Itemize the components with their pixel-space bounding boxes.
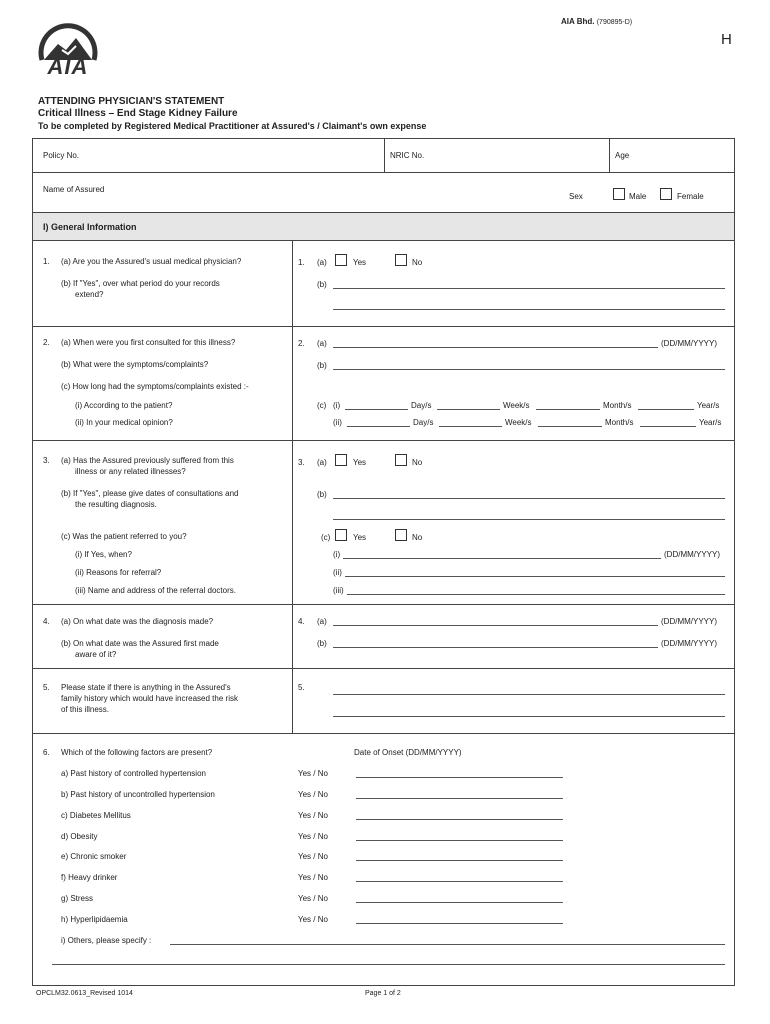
- questions-table: [32, 241, 735, 986]
- sex-label: Sex: [569, 192, 583, 201]
- q3c-iii-ans-label: (iii): [333, 586, 344, 595]
- section-title: I) General Information: [43, 222, 137, 232]
- q4b-date-format: (DD/MM/YYYY): [661, 639, 717, 648]
- q6-others-line-2[interactable]: [52, 964, 725, 965]
- q3c-text: (c) Was the patient referred to you?: [61, 532, 187, 541]
- aia-logo: [36, 20, 100, 79]
- footer-form-code: OPCLM32.0613_Revised 1014: [36, 990, 133, 997]
- q3a-no-label: No: [412, 458, 423, 467]
- q2c-i-text: (i) According to the patient?: [75, 401, 173, 410]
- factor-yes-no[interactable]: Yes / No: [298, 832, 328, 841]
- q4b-date-line[interactable]: [333, 647, 658, 648]
- q3c-yes-checkbox[interactable]: [335, 529, 347, 541]
- q3c-no-checkbox[interactable]: [395, 529, 407, 541]
- q3a-ans-label: (a): [317, 458, 327, 467]
- q3a-text-2: illness or any related illnesses?: [75, 467, 186, 476]
- q5-text-3: of this illness.: [61, 705, 110, 714]
- q3b-answer-line-2[interactable]: [333, 519, 725, 520]
- factor-date-line[interactable]: [356, 819, 563, 820]
- q3c-iii-text: (iii) Name and address of the referral doctors.: [75, 586, 236, 595]
- q3c-yes-label: Yes: [353, 533, 367, 542]
- q3c-iii-answer-line[interactable]: [347, 594, 725, 595]
- q1b-answer-line[interactable]: [333, 288, 725, 289]
- q1-number: 1.: [43, 257, 50, 266]
- factor-yes-no[interactable]: Yes / No: [298, 894, 328, 903]
- male-label: Male: [629, 192, 647, 201]
- q2a-text: (a) When were you first consulted for this illness?: [61, 338, 236, 347]
- q1b-answer-line-2[interactable]: [333, 309, 725, 310]
- q3c-i-date-line[interactable]: [343, 558, 661, 559]
- q3c-ii-ans-label: (ii): [333, 568, 342, 577]
- factor-yes-no[interactable]: Yes / No: [298, 769, 328, 778]
- factor-yes-no[interactable]: Yes / No: [298, 873, 328, 882]
- q3c-ans-label: (c): [321, 533, 331, 542]
- q3b-answer-line[interactable]: [333, 498, 725, 499]
- q6-number: 6.: [43, 748, 50, 757]
- q6-question: Which of the following factors are present?: [61, 748, 213, 757]
- q4a-date-line[interactable]: [333, 625, 658, 626]
- q4b-text-2: aware of it?: [75, 650, 117, 659]
- q3a-yes-label: Yes: [353, 458, 367, 467]
- q3c-ii-text: (ii) Reasons for referral?: [75, 568, 162, 577]
- q4-number: 4.: [43, 617, 50, 626]
- q2c-i-ans-label: (i): [333, 401, 341, 410]
- q1b-text-1: (b) If "Yes", over what period do your records: [61, 279, 220, 288]
- q3c-i-ans-label: (i): [333, 550, 341, 559]
- page-subtitle: Critical Illness – End Stage Kidney Failure: [38, 108, 238, 119]
- factor-yes-no[interactable]: Yes / No: [298, 852, 328, 861]
- q3c-ii-answer-line[interactable]: [345, 576, 725, 577]
- page-number: Page 1 of 2: [365, 990, 401, 997]
- q5-ans-number: 5.: [298, 683, 305, 692]
- q4a-ans-label: (a): [317, 617, 327, 626]
- factor-date-line[interactable]: [356, 923, 563, 924]
- q1a-ans-label: (a): [317, 258, 327, 267]
- q2c-i-weeks-line[interactable]: [437, 409, 500, 410]
- q2c-ii-weeks: Week/s: [505, 418, 532, 427]
- q2c-i-months-line[interactable]: [536, 409, 600, 410]
- male-checkbox[interactable]: [613, 188, 625, 200]
- factor-date-line[interactable]: [356, 881, 563, 882]
- factor-date-line[interactable]: [356, 902, 563, 903]
- q5-answer-line-2[interactable]: [333, 716, 725, 717]
- q2c-ii-months: Month/s: [605, 418, 634, 427]
- q6-others-label: i) Others, please specify :: [61, 936, 152, 945]
- q2c-ii-weeks-line[interactable]: [439, 426, 502, 427]
- q3-number: 3.: [43, 456, 50, 465]
- company-header: [561, 17, 632, 28]
- company-name: AIA Bhd.: [561, 17, 595, 26]
- factor-label: c) Diabetes Mellitus: [61, 811, 131, 820]
- q2b-answer-line[interactable]: [333, 369, 725, 370]
- company-reg: (790895-D): [596, 19, 633, 26]
- q1a-yes-label: Yes: [353, 258, 367, 267]
- q4b-ans-label: (b): [317, 639, 327, 648]
- female-checkbox[interactable]: [660, 188, 672, 200]
- q2c-i-years: Year/s: [697, 401, 720, 410]
- factor-yes-no[interactable]: Yes / No: [298, 915, 328, 924]
- q3b-text-1: (b) If "Yes", please give dates of consultations and: [61, 489, 239, 498]
- factor-yes-no[interactable]: Yes / No: [298, 790, 328, 799]
- q2c-text: (c) How long had the symptoms/complaints existed :-: [61, 382, 249, 391]
- q3c-i-date-format: (DD/MM/YYYY): [664, 550, 720, 559]
- q1-ans-number: 1.: [298, 258, 305, 267]
- factor-date-line[interactable]: [356, 798, 563, 799]
- q2c-ii-days: Day/s: [413, 418, 434, 427]
- name-of-assured-label: Name of Assured: [43, 185, 105, 194]
- q1a-text: (a) Are you the Assured's usual medical physician?: [61, 257, 242, 266]
- factor-date-line[interactable]: [356, 860, 563, 861]
- q2c-ans-label: (c): [317, 401, 327, 410]
- page-title: ATTENDING PHYSICIAN'S STATEMENT: [38, 96, 225, 107]
- q2-number: 2.: [43, 338, 50, 347]
- q2c-ii-days-line[interactable]: [347, 426, 410, 427]
- logo-text: AIA: [47, 54, 89, 79]
- factor-yes-no[interactable]: Yes / No: [298, 811, 328, 820]
- q2c-i-days: Day/s: [411, 401, 432, 410]
- q2a-date-line[interactable]: [333, 347, 658, 348]
- q4-ans-number: 4.: [298, 617, 305, 626]
- q2c-ii-years-line[interactable]: [640, 426, 696, 427]
- factor-label: b) Past history of uncontrolled hypertension: [61, 790, 215, 799]
- q2c-i-weeks: Week/s: [503, 401, 530, 410]
- factor-label: f) Heavy drinker: [61, 873, 118, 882]
- female-label: Female: [677, 192, 704, 201]
- q2c-ii-ans-label: (ii): [333, 418, 342, 427]
- q5-text-1: Please state if there is anything in the Assured's: [61, 683, 231, 692]
- q3c-i-text: (i) If Yes, when?: [75, 550, 132, 559]
- q2c-ii-months-line[interactable]: [538, 426, 602, 427]
- q1b-text-2: extend?: [75, 290, 104, 299]
- q3b-ans-label: (b): [317, 490, 327, 499]
- q4a-text: (a) On what date was the diagnosis made?: [61, 617, 214, 626]
- q6-date-header: Date of Onset (DD/MM/YYYY): [354, 748, 462, 757]
- q3a-text-1: (a) Has the Assured previously suffered from this: [61, 456, 234, 465]
- q3a-no-checkbox[interactable]: [395, 454, 407, 466]
- q2c-i-days-line[interactable]: [345, 409, 408, 410]
- q2b-text: (b) What were the symptoms/complaints?: [61, 360, 209, 369]
- q2a-date-format: (DD/MM/YYYY): [661, 339, 717, 348]
- q3c-no-label: No: [412, 533, 423, 542]
- nric-no-label: NRIC No.: [390, 151, 425, 160]
- q5-number: 5.: [43, 683, 50, 692]
- q2a-ans-label: (a): [317, 339, 327, 348]
- q4a-date-format: (DD/MM/YYYY): [661, 617, 717, 626]
- q3-ans-number: 3.: [298, 458, 305, 467]
- q1b-ans-label: (b): [317, 280, 327, 289]
- q1a-no-checkbox[interactable]: [395, 254, 407, 266]
- q2c-i-years-line[interactable]: [638, 409, 694, 410]
- q1a-yes-checkbox[interactable]: [335, 254, 347, 266]
- factor-label: e) Chronic smoker: [61, 852, 127, 861]
- q1a-no-label: No: [412, 258, 423, 267]
- factor-date-line[interactable]: [356, 777, 563, 778]
- factor-label: h) Hyperlipidaemia: [61, 915, 128, 924]
- q3a-yes-checkbox[interactable]: [335, 454, 347, 466]
- age-label: Age: [615, 151, 630, 160]
- page-instruction: To be completed by Registered Medical Practitioner at Assured's / Claimant's own expense: [38, 121, 427, 131]
- policy-no-label: Policy No.: [43, 151, 80, 160]
- q2c-i-months: Month/s: [603, 401, 632, 410]
- q2b-ans-label: (b): [317, 361, 327, 370]
- q5-answer-line[interactable]: [333, 694, 725, 695]
- factor-label: g) Stress: [61, 894, 94, 903]
- factor-date-line[interactable]: [356, 840, 563, 841]
- q4b-text-1: (b) On what date was the Assured first made: [61, 639, 219, 648]
- form-code: H: [721, 31, 732, 48]
- q2-ans-number: 2.: [298, 339, 305, 348]
- factor-label: a) Past history of controlled hypertension: [61, 769, 206, 778]
- q6-others-line[interactable]: [170, 944, 725, 945]
- factor-label: d) Obesity: [61, 832, 98, 841]
- q2c-ii-text: (ii) In your medical opinion?: [75, 418, 173, 427]
- q2c-ii-years: Year/s: [699, 418, 722, 427]
- section-header-bg: [33, 213, 734, 240]
- q5-text-2: family history which would have increased the risk: [61, 694, 238, 703]
- q3b-text-2: the resulting diagnosis.: [75, 500, 157, 509]
